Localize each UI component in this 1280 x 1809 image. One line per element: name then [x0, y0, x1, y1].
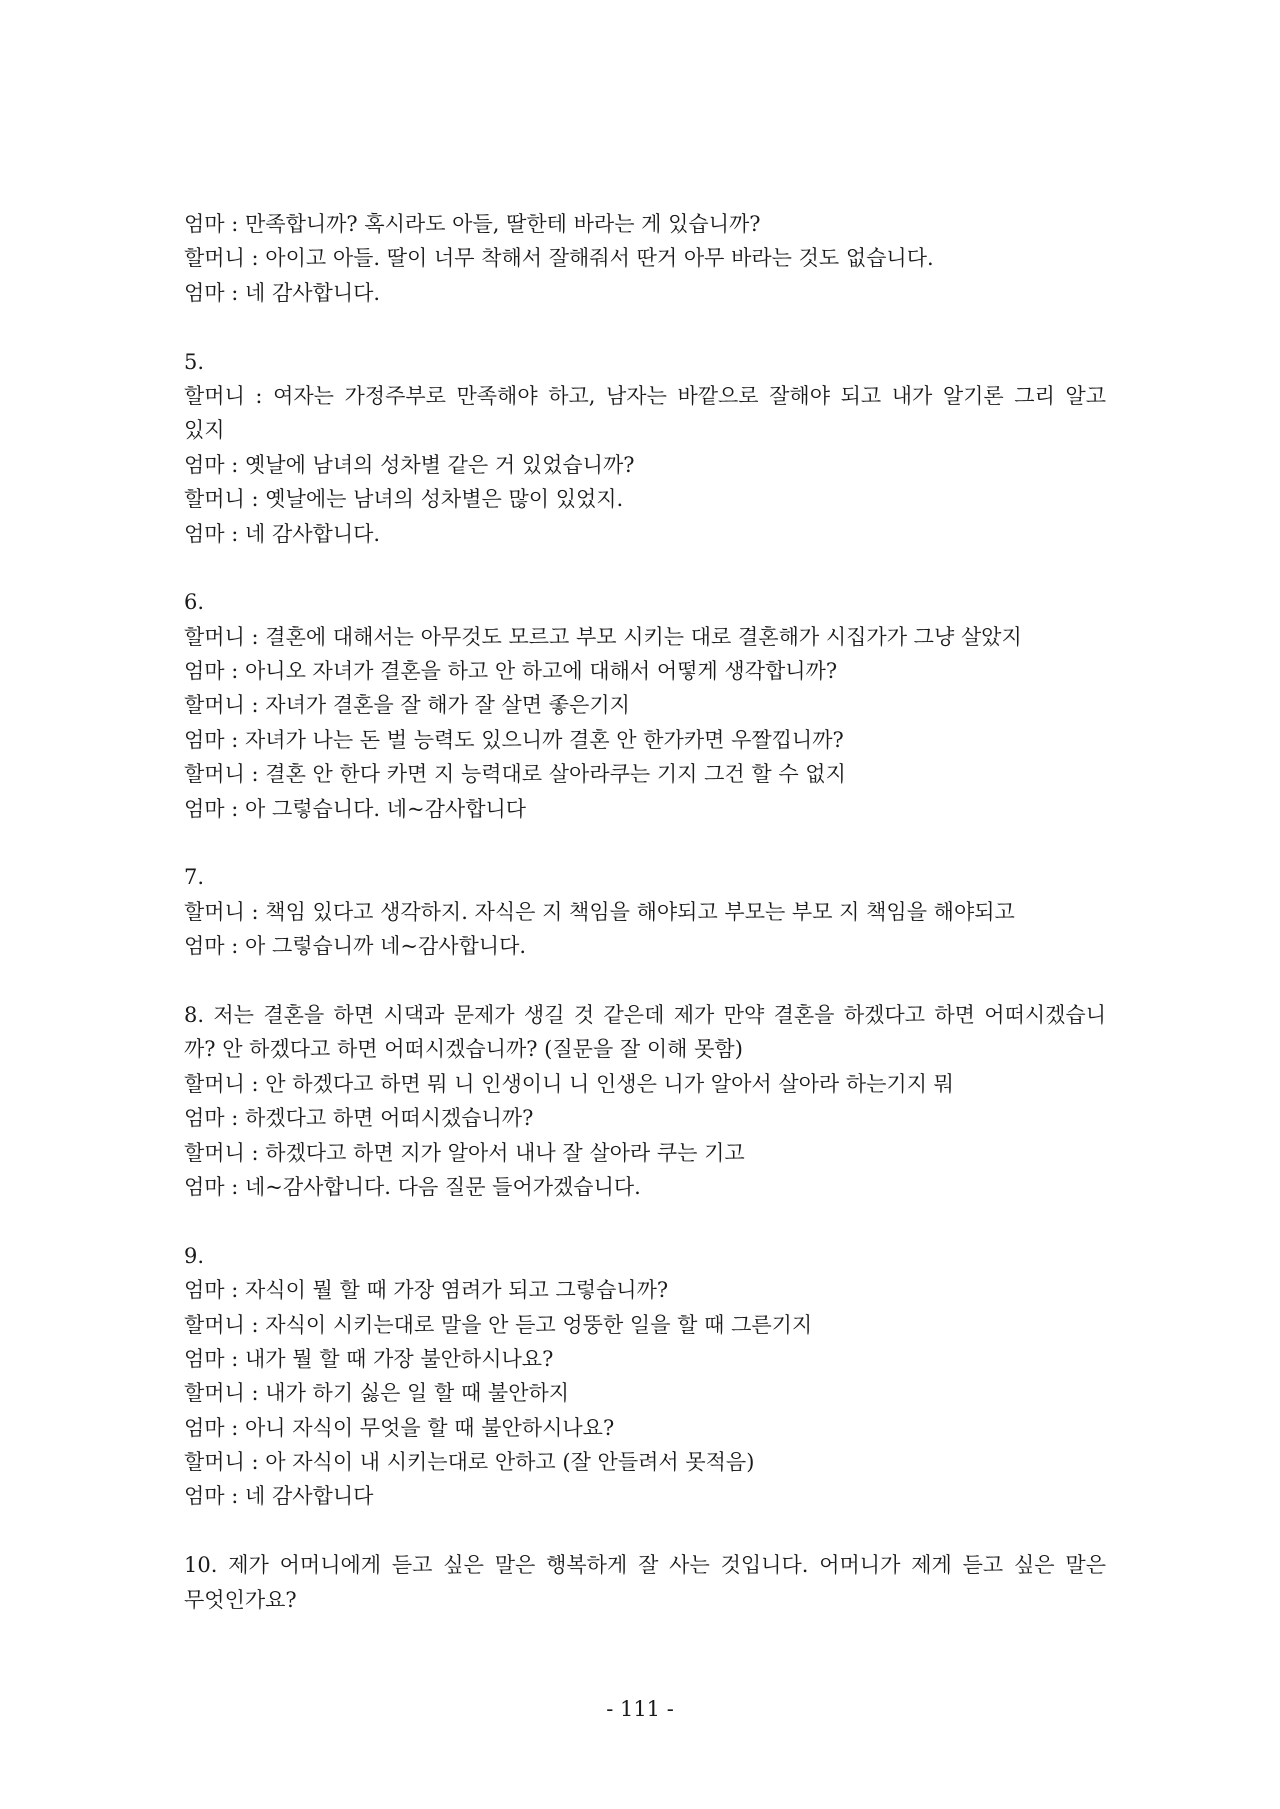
- page-number: - 111 -: [606, 1697, 674, 1721]
- text-line: 있지: [184, 418, 225, 443]
- question-line: 8. 저는 결혼을 하면 시댁과 문제가 생길 것 같은데 제가 만약 결혼을 하겠다고 하면 어떠시겠습니: [184, 1002, 1106, 1027]
- paragraph-gap: [184, 551, 1106, 585]
- text-line: 엄마 : 아 그렇습니까 네~감사합니다.: [184, 934, 527, 959]
- paragraph-gap: [184, 1204, 1106, 1238]
- text-line: 할머니 : 결혼에 대해서는 아무것도 모르고 부모 시키는 대로 결혼해가 시집가가 그냥 살았지: [184, 624, 1022, 649]
- text-line: 엄마 : 자식이 뭘 할 때 가장 염려가 되고 그렇습니까?: [184, 1278, 669, 1303]
- paragraph-gap: [184, 964, 1106, 998]
- text-line: 할머니 : 책임 있다고 생각하지. 자식은 지 책임을 해야되고 부모는 부모 지 책임을 해야되고: [184, 899, 1015, 924]
- document-body: [184, 207, 1106, 1617]
- text-line: 엄마 : 아니오 자녀가 결혼을 하고 안 하고에 대해서 어떻게 생각합니까?: [184, 659, 838, 684]
- text-line: 엄마 : 네 감사합니다.: [184, 280, 381, 305]
- text-line: 엄마 : 내가 뭘 할 때 가장 불안하시나요?: [184, 1346, 554, 1371]
- text-line: 할머니 : 안 하겠다고 하면 뭐 니 인생이니 니 인생은 니가 알아서 살아라 하는기지 뭐: [184, 1071, 954, 1096]
- paragraph-gap: [184, 310, 1106, 344]
- text-line: 엄마 : 만족합니까? 혹시라도 아들, 딸한테 바라는 게 있습니까?: [184, 212, 761, 236]
- section-number: 6.: [184, 590, 205, 615]
- paragraph-gap: [184, 1514, 1106, 1548]
- text-line: 할머니 : 여자는 가정주부로 만족해야 하고, 남자는 바깥으로 잘해야 되고 내가 알기론 그리 알고: [184, 383, 1106, 408]
- question-line: 무엇인가요?: [184, 1587, 297, 1612]
- text-line: 엄마 : 네 감사합니다: [184, 1484, 374, 1509]
- text-line: 엄마 : 옛날에 남녀의 성차별 같은 거 있었습니까?: [184, 452, 635, 477]
- text-line: 할머니 : 옛날에는 남녀의 성차별은 많이 있었지.: [184, 487, 624, 512]
- text-line: 엄마 : 하겠다고 하면 어떠시겠습니까?: [184, 1106, 534, 1131]
- question-line: 까? 안 하겠다고 하면 어떠시겠습니까? (질문을 잘 이해 못함): [184, 1037, 743, 1062]
- text-line: 엄마 : 아 그렇습니다. 네~감사합니다: [184, 796, 527, 821]
- text-line: 엄마 : 아니 자식이 무엇을 할 때 불안하시나요?: [184, 1415, 615, 1440]
- text-line: 할머니 : 내가 하기 싫은 일 할 때 불안하지: [184, 1381, 570, 1406]
- section-number: 7.: [184, 865, 205, 890]
- section-number: 9.: [184, 1243, 205, 1268]
- text-line: 할머니 : 결혼 안 한다 카면 지 능력대로 살아라쿠는 기지 그건 할 수 없지: [184, 762, 846, 787]
- section-number: 5.: [184, 349, 205, 374]
- text-line: 할머니 : 아이고 아들. 딸이 너무 착해서 잘해줘서 딴거 아무 바라는 것도 없습니다.: [184, 246, 934, 271]
- text-line: 엄마 : 네~감사합니다. 다음 질문 들어가겠습니다.: [184, 1174, 641, 1199]
- text-line: 할머니 : 자녀가 결혼을 잘 해가 잘 살면 좋은기지: [184, 693, 630, 718]
- question-line: 10. 제가 어머니에게 듣고 싶은 말은 행복하게 잘 사는 것입니다. 어머니가 제게 듣고 싶은 말은: [184, 1553, 1106, 1578]
- text-line: 엄마 : 네 감사합니다.: [184, 521, 381, 546]
- paragraph-gap: [184, 826, 1106, 860]
- text-line: 할머니 : 자식이 시키는대로 말을 안 듣고 엉뚱한 일을 할 때 그른기지: [184, 1312, 813, 1337]
- text-line: 엄마 : 자녀가 나는 돈 벌 능력도 있으니까 결혼 안 한가카면 우짤낍니까?: [184, 727, 844, 752]
- text-line: 할머니 : 아 자식이 내 시키는대로 안하고 (잘 안들려서 못적음): [184, 1450, 755, 1475]
- text-line: 할머니 : 하겠다고 하면 지가 알아서 내나 잘 살아라 쿠는 기고: [184, 1140, 745, 1165]
